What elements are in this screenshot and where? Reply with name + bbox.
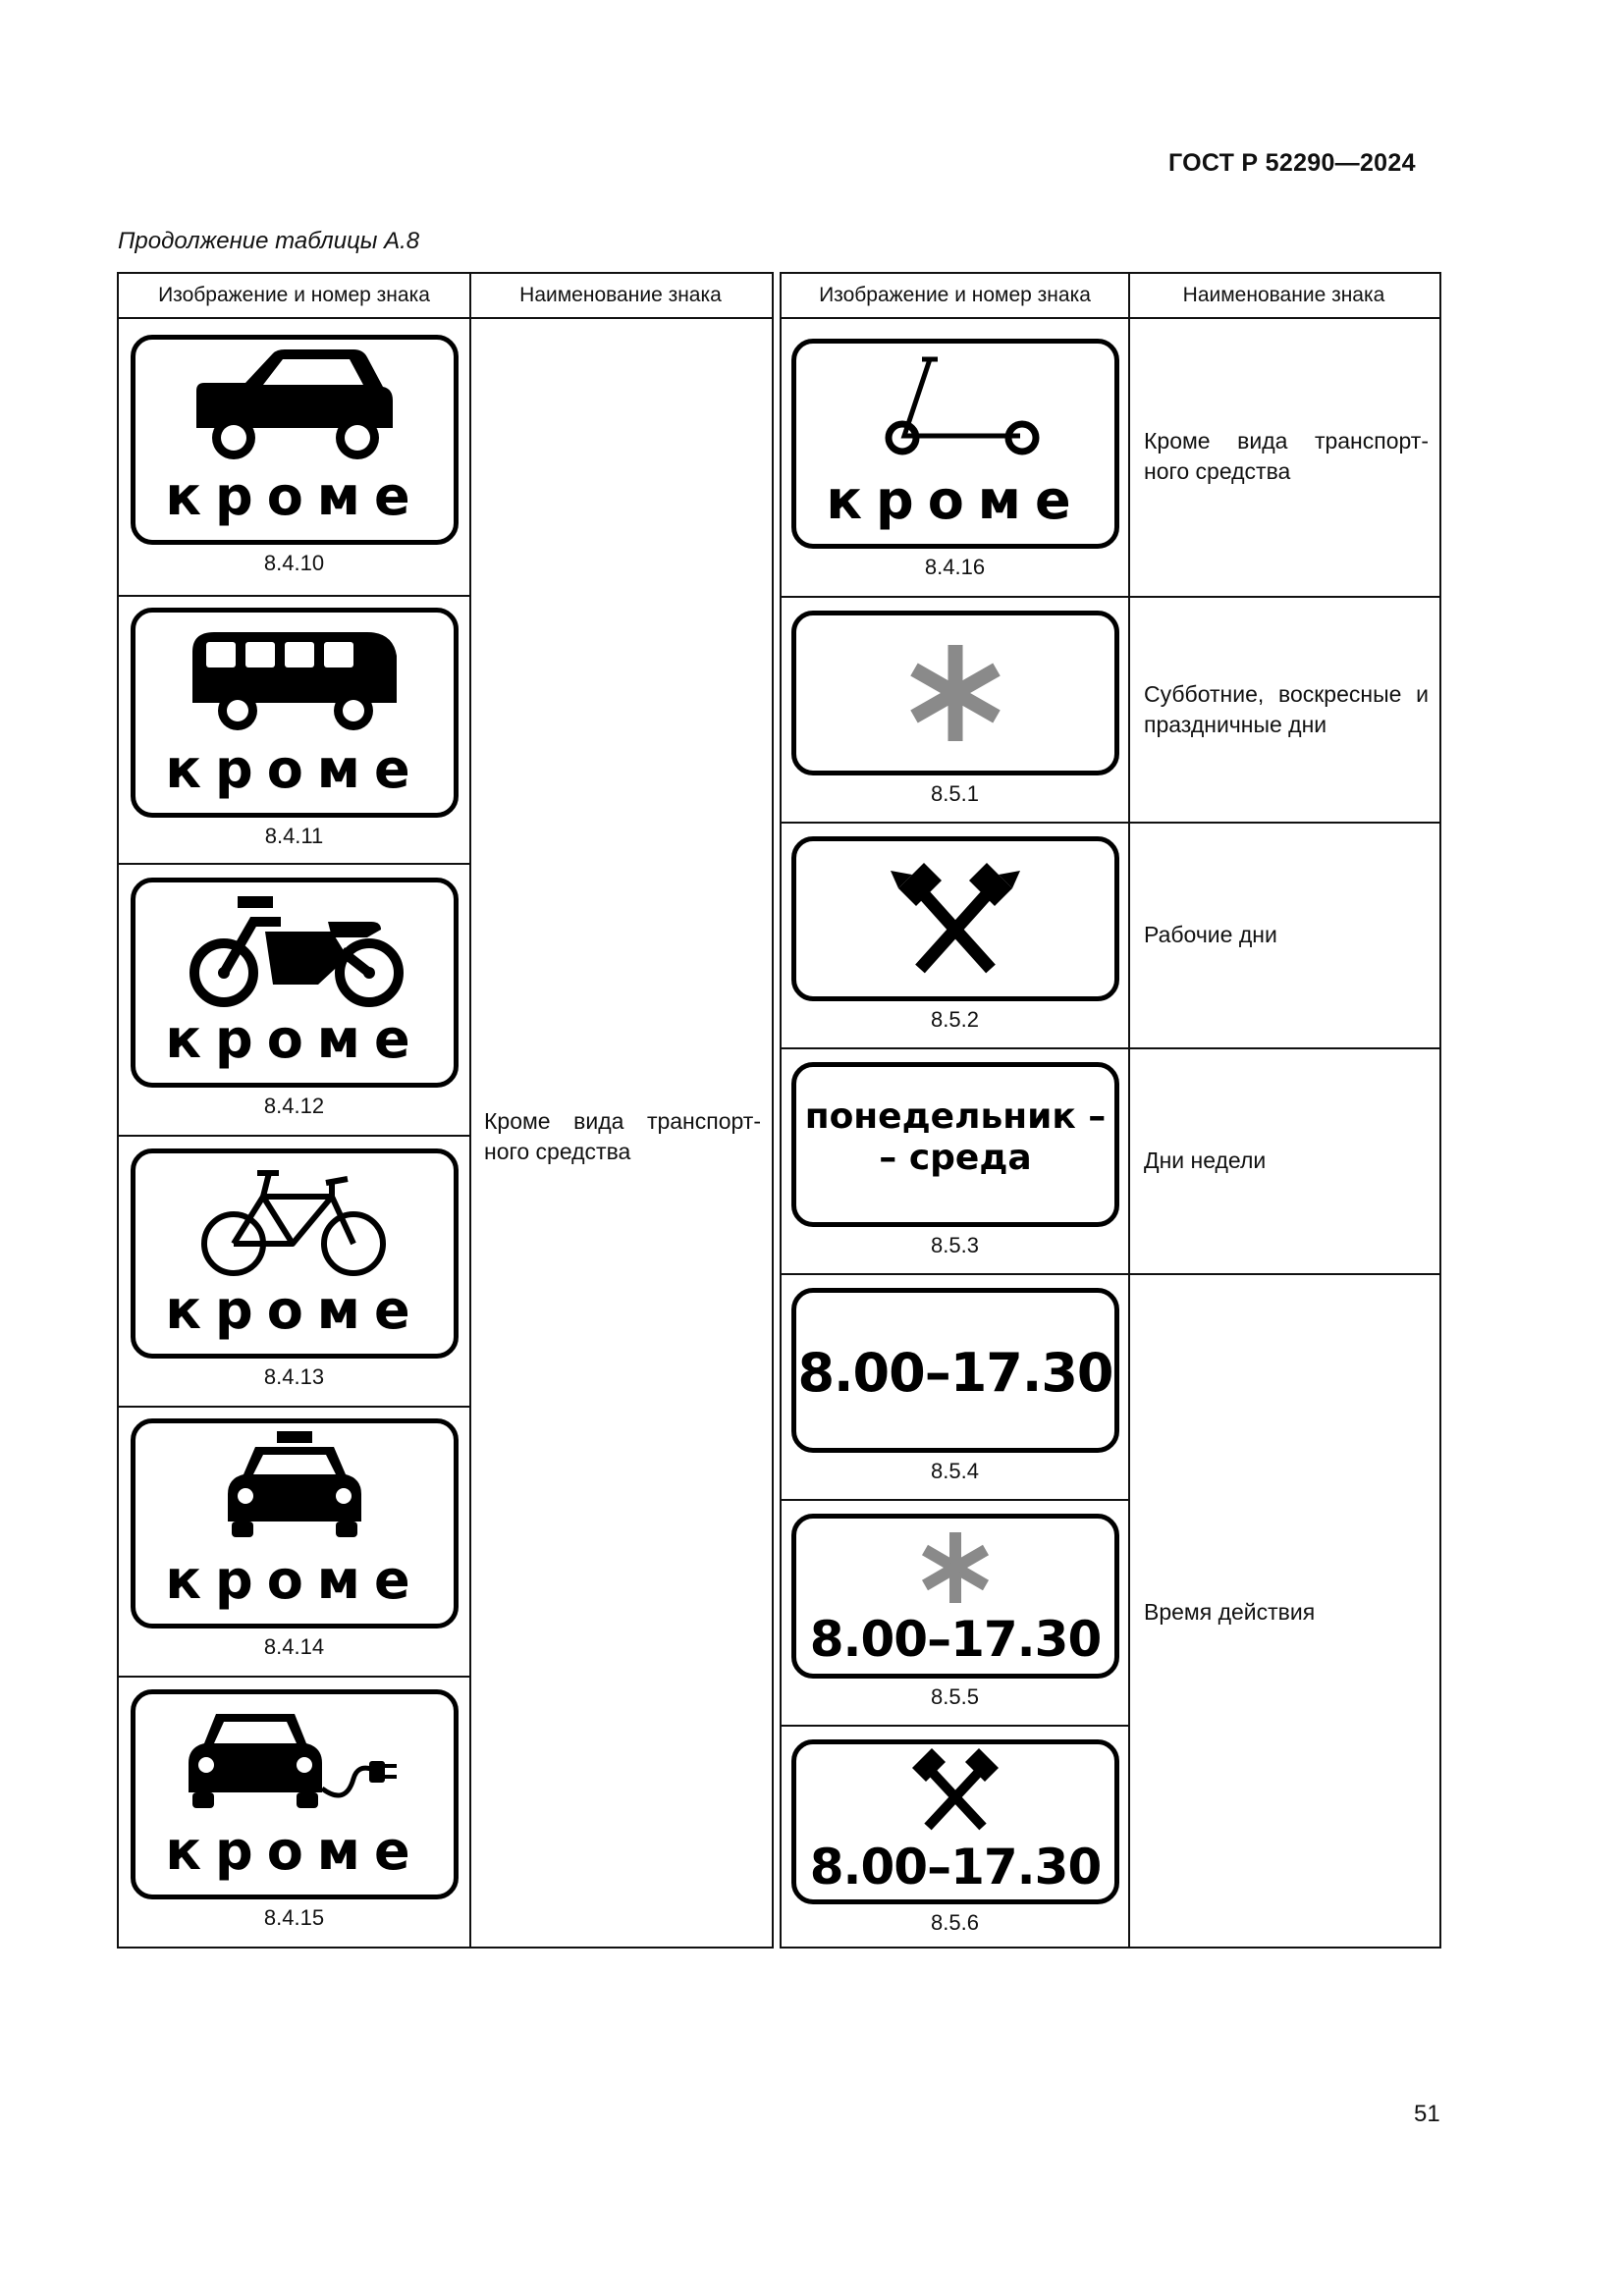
time-text [796, 1293, 1114, 1448]
page-number: 51 [1414, 2101, 1440, 2127]
snowflake-icon [796, 615, 1114, 771]
weekdays-text [796, 1067, 1114, 1222]
sign-text: кроме [825, 469, 1085, 531]
sign-cell [782, 1739, 1128, 1936]
sign-plate [131, 608, 459, 818]
sign-cell [782, 1514, 1128, 1710]
sign-number: 8.5.5 [931, 1684, 979, 1709]
sign-number: 8.4.15 [263, 1905, 325, 1930]
sign-plate [791, 836, 1119, 1001]
table-caption: Продолжение таблицы А.8 [118, 228, 420, 254]
taxi-icon [135, 1423, 454, 1624]
sign-cell [782, 611, 1128, 807]
sign-plate [791, 1062, 1119, 1227]
sign-text: кроме [164, 738, 424, 800]
hammers-icon [796, 1744, 1114, 1899]
sign-number: 8.4.10 [263, 551, 325, 575]
bus-icon [135, 613, 454, 813]
sign-name: Дни недели [1144, 1148, 1267, 1173]
sign-text: кроме [164, 465, 424, 527]
sign-number: 8.5.3 [931, 1233, 979, 1257]
sign-plate [791, 339, 1119, 549]
sign-name: Кроме вида транспорт-ного средства [1144, 428, 1429, 484]
sign-cell [119, 1148, 469, 1390]
sign-text: кроме [164, 1279, 424, 1341]
sign-number: 8.4.14 [263, 1634, 325, 1659]
sign-number: 8.5.6 [931, 1910, 979, 1935]
sign-number: 8.4.13 [263, 1364, 325, 1389]
sign-plate [131, 335, 459, 545]
electric-car-icon [135, 1694, 454, 1895]
sign-text-line1: понедельник – [804, 1096, 1106, 1137]
sign-cell [782, 836, 1128, 1033]
sign-time: 8.00–17.30 [796, 1342, 1113, 1404]
sign-plate [791, 1288, 1119, 1453]
sign-cell [119, 335, 469, 576]
sign-name: Субботние, воскресные и праздничные дни [1144, 681, 1429, 737]
sign-text: кроме [164, 1820, 424, 1882]
col-header-image: Изображение и номер знака [782, 274, 1128, 319]
sign-plate [131, 878, 459, 1088]
car-icon [135, 340, 454, 540]
sign-name: Кроме вида транспорт-ного средства [484, 1108, 761, 1164]
sign-plate [131, 1689, 459, 1899]
col-header-name: Наименование знака [1128, 274, 1439, 319]
sign-cell [119, 608, 469, 849]
sign-cell [782, 339, 1128, 580]
sign-number: 8.4.12 [263, 1094, 325, 1118]
sign-plate [791, 1739, 1119, 1904]
document-id: ГОСТ Р 52290—2024 [1168, 149, 1416, 177]
sign-number: 8.4.16 [924, 555, 986, 579]
sign-plate [791, 611, 1119, 775]
sign-cell [119, 1689, 469, 1931]
sign-number: 8.5.2 [931, 1007, 979, 1032]
left-table [117, 272, 774, 1949]
sign-plate [791, 1514, 1119, 1679]
sign-cell [782, 1062, 1128, 1258]
sign-time: 8.00–17.30 [809, 1611, 1101, 1668]
sign-cell [119, 1418, 469, 1660]
right-table [780, 272, 1441, 1949]
sign-plate [131, 1148, 459, 1359]
sign-number: 8.5.1 [931, 781, 979, 806]
sign-name: Рабочие дни [1144, 922, 1277, 947]
motorcycle-icon [135, 882, 454, 1083]
sign-plate [131, 1418, 459, 1629]
snowflake-icon [796, 1519, 1114, 1674]
sign-text-line2: – среда [878, 1138, 1032, 1178]
sign-cell [782, 1288, 1128, 1484]
sign-time: 8.00–17.30 [809, 1839, 1101, 1896]
scooter-icon [796, 344, 1114, 544]
sign-cell [119, 878, 469, 1119]
bicycle-icon [135, 1153, 454, 1354]
sign-text: кроме [164, 1549, 424, 1611]
sign-number: 8.4.11 [264, 824, 324, 848]
col-header-image: Изображение и номер знака [119, 274, 469, 319]
sign-text: кроме [164, 1008, 424, 1070]
sign-name: Время действия [1144, 1599, 1316, 1625]
hammers-icon [796, 841, 1114, 996]
col-header-name: Наименование знака [469, 274, 772, 319]
sign-number: 8.5.4 [931, 1459, 979, 1483]
